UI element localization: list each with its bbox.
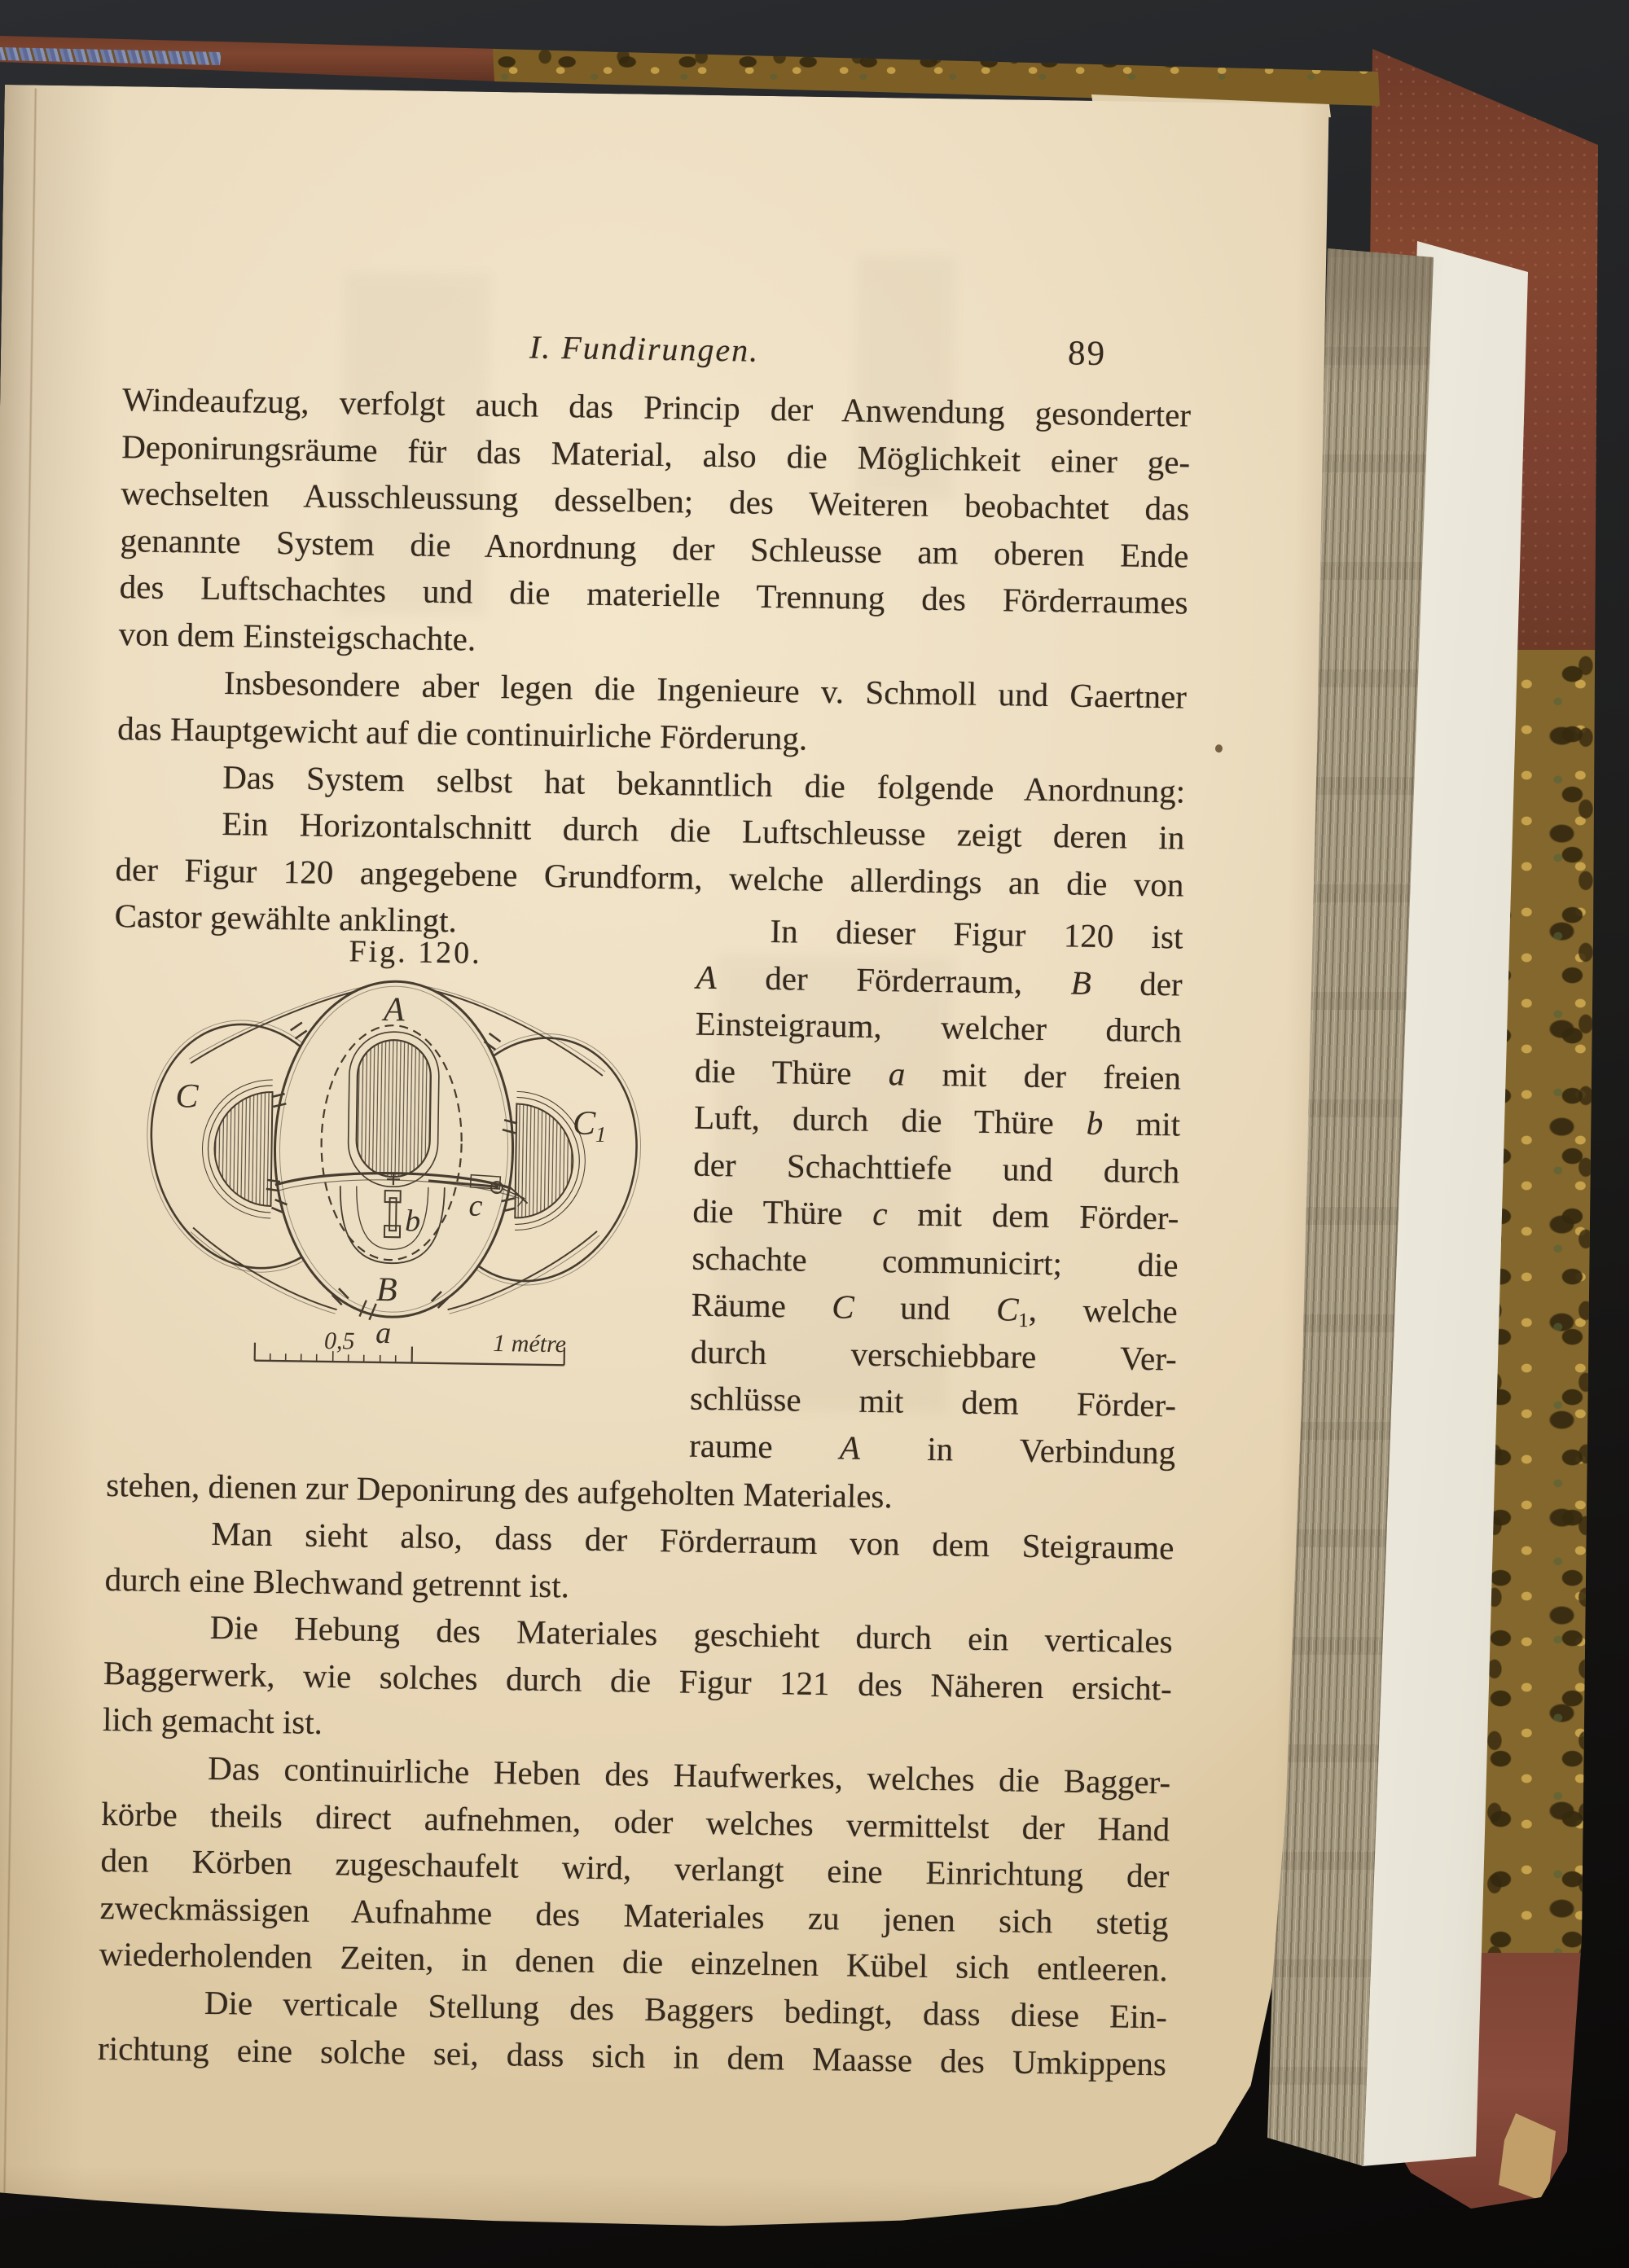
paragraph <box>99 1744 1170 1994</box>
paragraph <box>117 658 1188 767</box>
text-line: die Thüre c mit dem Förder- <box>692 1191 1179 1237</box>
figure-label-c: c <box>468 1188 483 1223</box>
text-line: Insbesondere aber legen die Ingenieure v. Schmoll und Gaertner <box>223 664 1188 716</box>
text-line: Windeaufzug, verfolgt auch das Princip der Anwendung gesonderter <box>121 380 1192 434</box>
text-line: schlüsse mit dem Förder- <box>689 1379 1177 1424</box>
text-line: körbe theils direct aufnehmen, oder welches vermittelst der Hand <box>101 1794 1170 1848</box>
text-line: stehen, dienen zur Deponirung des aufgeholten Materiales. <box>106 1466 894 1516</box>
text-line: zweckmässigen Aufnahme des Materiales zu jenen sich stetig <box>99 1888 1169 1941</box>
text-line: Ein Horizontalschnitt durch die Luftschleusse zeigt deren in <box>222 805 1185 857</box>
text-line: das Hauptgewicht auf die continuirliche Förderung. <box>116 708 808 757</box>
figure-label-B: B <box>375 1270 397 1309</box>
text-line: richtung eine solche sei, dass sich in dem Maasse des Umkippens <box>97 2029 1167 2082</box>
figure-label-A: A <box>383 990 406 1029</box>
text-line: wiederholenden Zeiten, in denen die einzelnen Kübel sich entleeren. <box>99 1934 1169 1989</box>
running-head: I. Fundirungen. <box>529 328 760 369</box>
text-line: Baggerwerk, wie solches durch die Figur 121 des Näheren ersicht- <box>103 1653 1173 1707</box>
paragraph <box>98 1978 1168 2087</box>
scale-unit-label: 1 métre <box>493 1330 567 1358</box>
text-line: Die verticale Stellung des Baggers bedingt, dass diese Ein- <box>204 1983 1168 2036</box>
text-line: Das System selbst hat bekanntlich die folgende Anordnung: <box>222 758 1186 810</box>
text-line: den Körben zugeschaufelt wird, verlangt eine Einrichtung der <box>100 1840 1170 1895</box>
text-line: Räume C und $C_1$, welche <box>691 1285 1179 1332</box>
text-line: von dem Einsteigschachte. <box>118 614 476 658</box>
figure-caption: Fig. 120. <box>349 934 483 971</box>
text-line: Luft, durch die Thüre b mit <box>693 1098 1181 1143</box>
text-line: A der Förderraum, B der <box>696 958 1183 1003</box>
text-line: durch verschiebbare Ver- <box>690 1332 1178 1377</box>
text-line: Die Hebung des Materiales geschieht durch ein verticales <box>209 1608 1174 1660</box>
figure-120-drawing <box>99 937 660 1409</box>
text-line: lich gemacht ist. <box>102 1700 323 1741</box>
text-line: wechselten Ausschleussung desselben; des Weiteren beobachtet das <box>121 474 1190 528</box>
column-right <box>689 907 1183 1476</box>
text-line: raume A in Verbindung <box>688 1426 1176 1471</box>
text-line: Deponirungsräume für das Material, also die Möglichkeit einer ge- <box>121 427 1191 481</box>
text-line: In dieser Figur 120 ist <box>770 912 1183 956</box>
figure-label-C1: $C_1$ <box>572 1104 607 1147</box>
paragraph <box>104 1509 1175 1618</box>
page-number: 89 <box>1067 334 1107 374</box>
ink-spot <box>1215 744 1223 752</box>
figure-label-b: b <box>404 1204 421 1239</box>
text-line: die Thüre a mit der freien <box>694 1051 1182 1097</box>
text-line: der Figur 120 angegebene Grundform, welche allerdings an die von <box>115 849 1184 904</box>
figure-label-a: a <box>375 1315 392 1351</box>
text-line: der Schachttiefe und durch <box>692 1145 1180 1191</box>
paragraph <box>118 376 1191 673</box>
figure-label-C: C <box>175 1077 199 1116</box>
text-line: schachte communicirt; die <box>692 1239 1179 1283</box>
text-line: durch eine Blechwand getrennt ist. <box>104 1560 570 1604</box>
paragraph <box>103 1603 1173 1759</box>
text-line: genannte System die Anordnung der Schleusse am oberen Ende <box>120 520 1189 575</box>
text-line: Einsteigraum, welcher durch <box>695 1004 1183 1050</box>
text-line: des Luftschachtes und die materielle Trennung des Förderraumes <box>119 568 1188 621</box>
text-line: Man sieht also, dass der Förderraum von dem Steigraume <box>211 1514 1175 1567</box>
scale-half-label: 0,5 <box>323 1327 355 1355</box>
text-line: Das continuirliche Heben des Haufwerkes, welches die Bagger- <box>207 1748 1171 1801</box>
text-line: Castor gewählte anklingt. <box>114 897 458 940</box>
